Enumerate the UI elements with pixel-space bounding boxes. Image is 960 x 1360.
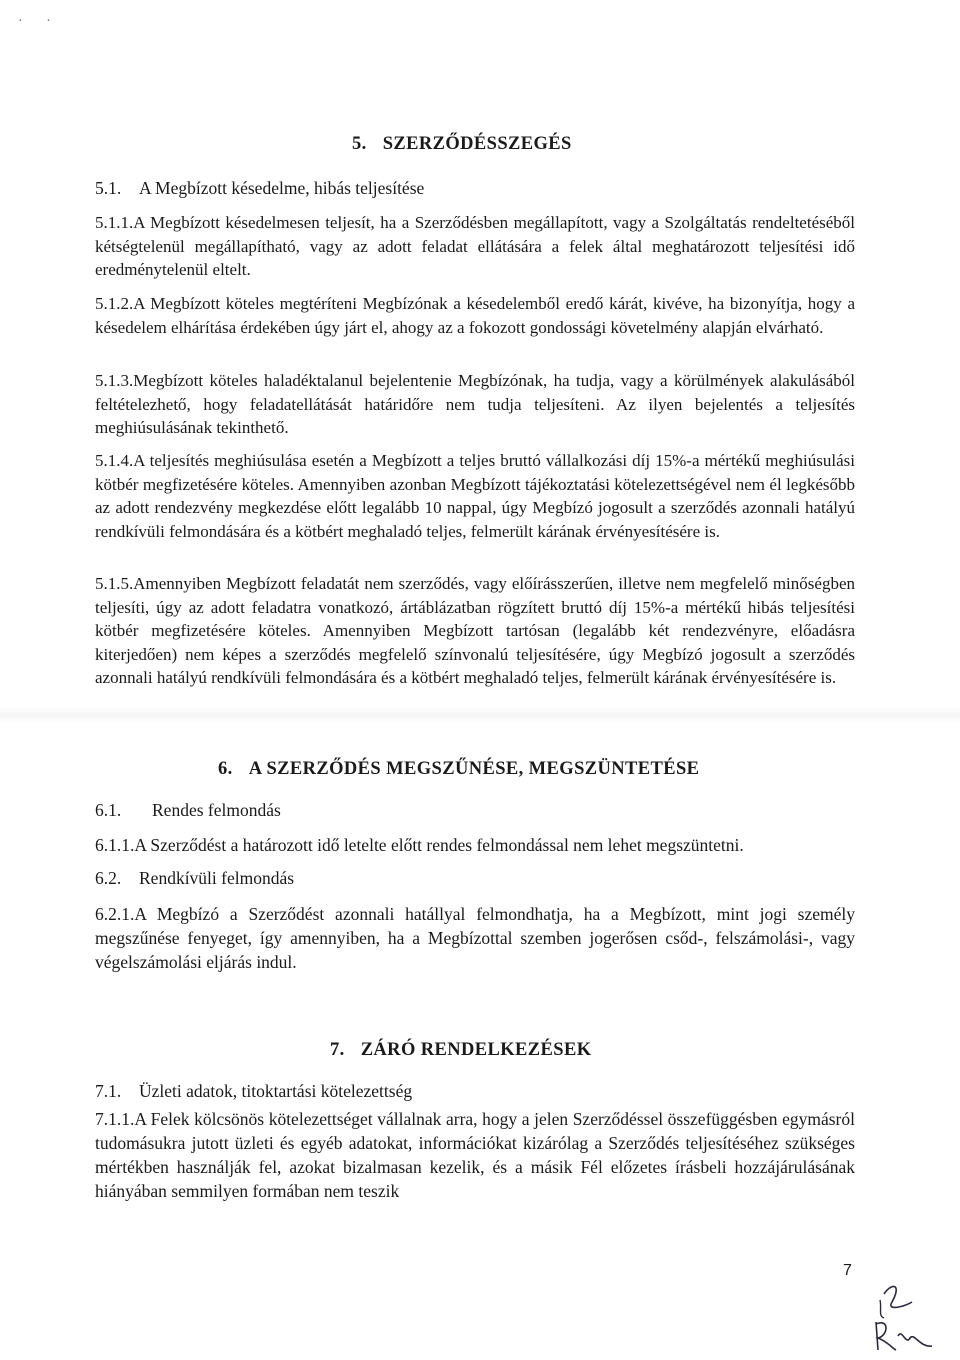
- subsection-5-1: [95, 178, 424, 199]
- paragraph-number: 5.1.2.: [95, 294, 134, 313]
- subsection-number: 5.1.: [95, 178, 122, 198]
- page-number: 7: [843, 1262, 852, 1279]
- section-number: 5.: [352, 134, 367, 154]
- paragraph-text: A Megbízott késedelmesen teljesít, ha a Szerződésben megállapított, vagy a Szolgáltatás rendeltetéséből kétségtelenül megállapítható, vagy az adott feladat ellátására a felek által meghatározott teljesítési idő eredménytelenül eltelt.: [95, 213, 855, 279]
- paragraph-text: A Megbízott köteles megtéríteni Megbízónak a késedelemből eredő kárát, kivéve, ha bizonyítja, hogy a késedelem elhárítása érdekében úgy járt el, ahogy az a fokozott gondossági követelmény alapján elvárható.: [95, 294, 855, 337]
- paragraph-text: A Megbízó a Szerződést azonnali hatállyal felmondhatja, ha a Megbízott, mint jogi személy megszűnése fenyeget, így amennyiben, ha a Megbízottal szemben jogerősen csőd-, felszámolási-, vagy végelszámolási eljárás indul.: [95, 904, 855, 972]
- subsection-heading: Üzleti adatok, titoktartási kötelezettség: [139, 1081, 413, 1101]
- paragraph-number: 5.1.4.: [95, 451, 134, 470]
- paragraph-number: 5.1.5.: [95, 574, 134, 593]
- paragraph-5-1-3: [95, 369, 855, 440]
- paragraph-text: A Felek kölcsönös kötelezettséget vállalnak arra, hogy a jelen Szerződéssel összefüggésben egymásról tudomásukra jutott üzleti és egyéb adatokat, információkat kizárólag a Szerződés teljesítéséhez szükséges mértékben használják fel, azokat bizalmasan kezelik, és a másik Fél előzetes írásbeli hozzájárulásának hiányában semmilyen formában nem teszik: [95, 1109, 855, 1201]
- paragraph-text: Megbízott köteles haladéktalanul bejelentenie Megbízónak, ha tudja, vagy a körülmények alakulásából feltételezhető, hogy feladatellátását határidőre nem tudja teljesíteni. Az ilyen bejelentés a teljesítés meghiúsulásának tekinthető.: [95, 371, 855, 437]
- paragraph-number: 5.1.1.: [95, 213, 134, 232]
- section-heading: A SZERZŐDÉS MEGSZŰNÉSE, MEGSZÜNTETÉSE: [248, 759, 700, 779]
- subsection-7-1: [95, 1081, 412, 1102]
- subsection-6-1: [95, 800, 281, 821]
- subsection-heading: Rendes felmondás: [152, 800, 281, 820]
- section-5-title: [352, 134, 572, 155]
- paragraph-7-1-1: [95, 1107, 855, 1203]
- paragraph-number: 6.1.1.: [95, 835, 135, 855]
- paragraph-text: Amennyiben Megbízott feladatát nem szerződés, vagy előírásszerűen, illetve nem megfelelő minőségben teljesíti, úgy az adott feladatra vonatkozó, ártáblázatban rögzített bruttó díj 15%-a mértékű hibás teljesítési kötbér megfizetésére köteles. Amennyiben Megbízott tartósan (legalább két rendezvényre, előadásra kiterjedően) nem képes a szerződés megfelelő színvonalú teljesítésére, úgy Megbízó jogosult a szerződés azonnali hatályú rendkívüli felmondására és a kötbért meghaladó teljes, felmerült kárának érvényesítésére is.: [95, 574, 855, 687]
- subsection-number: 6.1.: [95, 800, 122, 820]
- scan-band: [0, 706, 960, 724]
- section-7-title: [330, 1040, 592, 1061]
- section-number: 6.: [218, 759, 233, 779]
- section-6-title: [218, 759, 699, 780]
- scan-specks: · ·: [18, 14, 61, 29]
- paragraph-6-1-1: [95, 834, 855, 858]
- subsection-heading: A Megbízott késedelme, hibás teljesítése: [139, 178, 425, 198]
- subsection-6-2: [95, 868, 294, 889]
- paragraph-text: A Szerződést a határozott idő letelte előtt rendes felmondással nem lehet megszüntetni.: [134, 835, 744, 855]
- subsection-heading: Rendkívüli felmondás: [139, 868, 295, 888]
- paragraph-number: 6.2.1.: [95, 904, 135, 924]
- subsection-number: 7.1.: [95, 1081, 122, 1101]
- section-heading: SZERZŐDÉSSZEGÉS: [382, 134, 572, 154]
- subsection-number: 6.2.: [95, 868, 122, 888]
- paragraph-5-1-4: [95, 449, 855, 543]
- section-heading: ZÁRÓ RENDELKEZÉSEK: [360, 1040, 592, 1060]
- paragraph-5-1-1: [95, 211, 855, 282]
- section-number: 7.: [330, 1040, 345, 1060]
- handwritten-initials-icon: [862, 1272, 942, 1352]
- paragraph-number: 5.1.3.: [95, 371, 134, 390]
- paragraph-number: 7.1.1.: [95, 1109, 135, 1129]
- paragraph-5-1-2: [95, 292, 855, 339]
- paragraph-text: A teljesítés meghiúsulása esetén a Megbízott a teljes bruttó vállalkozási díj 15%-a mértékű meghiúsulási kötbér megfizetésére köteles. Amennyiben azonban Megbízott tájékoztatási kötelezettségével nem él legkésőbb az adott rendezvény megkezdése előtt legalább 10 nappal, úgy Megbízó jogosult a szerződés azonnali hatályú rendkívüli felmondására és a kötbért meghaladó teljes, felmerült kárának érvényesítésére is.: [95, 451, 855, 541]
- paragraph-5-1-5: [95, 572, 855, 690]
- paragraph-6-2-1: [95, 902, 855, 974]
